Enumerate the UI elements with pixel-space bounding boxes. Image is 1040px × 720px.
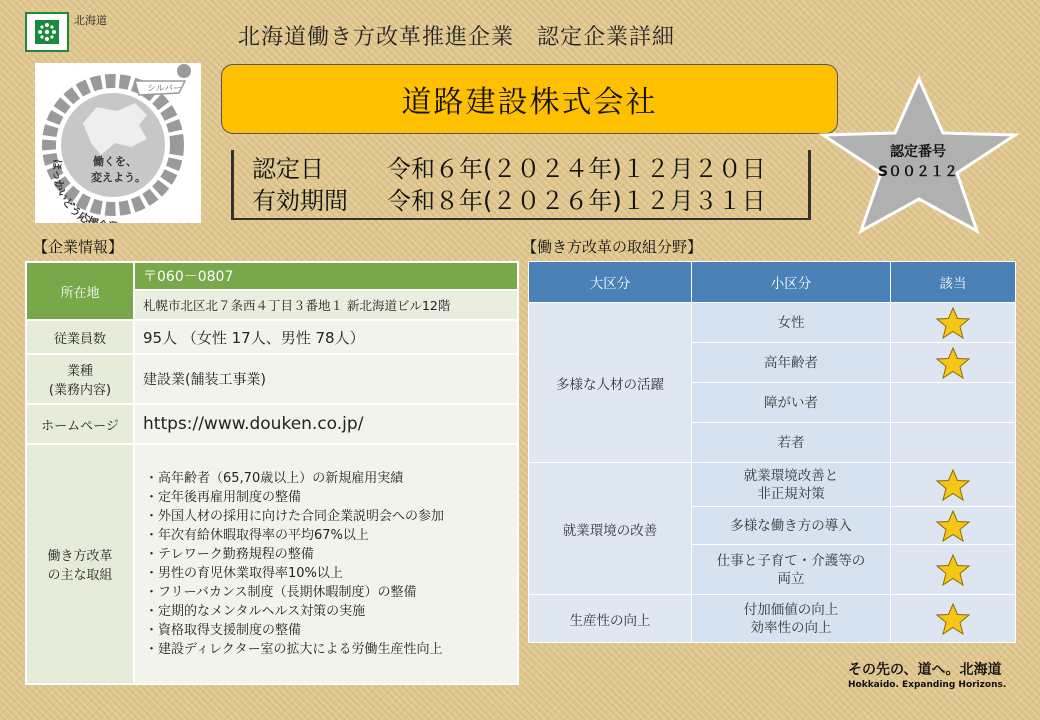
star-icon xyxy=(892,554,1014,586)
applies-cell xyxy=(891,423,1016,463)
initiatives-list xyxy=(145,469,516,659)
subcategory-line: 多様な働き方の導入 xyxy=(730,517,852,534)
category-cell: 多様な人材の活躍 xyxy=(529,303,692,463)
industry-value: 建設業(舗装工事業) xyxy=(134,354,518,404)
star-icon xyxy=(892,307,1014,339)
cert-number-label: 認定番号 xyxy=(890,144,946,160)
subcategory-cell xyxy=(692,423,891,463)
star-icon xyxy=(892,469,1014,501)
industry-label: 業種 (業務内容) xyxy=(26,354,134,404)
homepage-link[interactable]: https://www.douken.co.jp/ xyxy=(134,404,518,444)
subcategory-cell xyxy=(692,383,891,423)
svg-text:変えよう。: 変えよう。 xyxy=(91,171,146,184)
initiative-item: ・高年齢者（65,70歳以上）の新規雇用実績 xyxy=(145,471,404,486)
initiative-row xyxy=(529,303,1016,343)
certification-date-row xyxy=(252,153,808,185)
subcategory-line: 障がい者 xyxy=(764,394,818,411)
subcategory-line: 両立 xyxy=(777,570,805,587)
validity-value: 令和８年(２０２６年)１２月３１日 xyxy=(387,187,766,215)
svg-text:働くを、: 働くを、 xyxy=(93,155,137,168)
star-icon xyxy=(892,603,1014,635)
initiative-item: ・男性の育児休業取得率10%以上 xyxy=(145,566,343,581)
page-title: 北海道働き方改革推進企業 認定企業詳細 xyxy=(238,25,676,50)
initiative-row xyxy=(529,595,1016,643)
employees-label: 従業員数 xyxy=(26,320,134,354)
subcategory-cell xyxy=(692,595,891,643)
applies-cell xyxy=(891,303,1016,343)
subcategory-line: 就業環境改善と xyxy=(743,467,839,484)
initiative-item: ・定期的なメンタルヘルス対策の実施 xyxy=(145,604,366,619)
initiatives-label: 働き方改革 の主な取組 xyxy=(26,444,134,684)
applies-cell xyxy=(891,507,1016,545)
initiative-item: ・テレワーク勤務規程の整備 xyxy=(145,547,314,562)
subcategory-line: 仕事と子育て・介護等の xyxy=(716,552,866,569)
initiatives-heading: 【働き方改革の取組分野】 xyxy=(522,238,703,256)
validity-label: 有効期間 xyxy=(252,187,348,215)
slogan: その先の、道へ。北海道 xyxy=(848,662,1002,678)
flower-icon xyxy=(35,20,59,44)
initiative-item: ・外国人材の採用に向けた合同企業説明会への参加 xyxy=(145,509,445,524)
header-applies: 該当 xyxy=(891,262,1016,303)
svg-text:ほっかいどう応援企業: ほっかいどう応援 xyxy=(50,158,101,223)
company-info-table xyxy=(25,261,519,685)
category-cell: 生産性の向上 xyxy=(529,595,692,643)
subcategory-cell xyxy=(692,343,891,383)
cert-number xyxy=(850,142,986,182)
certification-dates xyxy=(231,150,811,220)
subcategory-cell xyxy=(692,463,891,507)
initiative-item: ・年次有給休暇取得率の平均67%以上 xyxy=(145,528,369,543)
initiatives-table xyxy=(528,261,1016,643)
initiative-item: ・資格取得支援制度の整備 xyxy=(145,623,302,638)
subcategory-line: 若者 xyxy=(777,434,805,451)
company-info-heading: 【企業情報】 xyxy=(33,238,124,256)
applies-cell xyxy=(891,343,1016,383)
initiative-item: ・建設ディレクター室の拡大による労働生産性向上 xyxy=(145,642,443,657)
header-subcategory: 小区分 xyxy=(692,262,891,303)
applies-cell xyxy=(891,545,1016,595)
company-name-box xyxy=(221,64,838,134)
logo-text: 北海道 xyxy=(74,14,107,27)
applies-cell xyxy=(891,595,1016,643)
subcategory-line: 高年齢者 xyxy=(764,354,818,371)
star-icon xyxy=(892,347,1014,379)
company-name: 道路建設株式会社 xyxy=(401,85,658,120)
subcategory-cell xyxy=(692,507,891,545)
homepage-label: ホームページ xyxy=(26,404,134,444)
star-icon xyxy=(892,510,1014,542)
hokkaido-logo xyxy=(25,12,69,52)
cert-number-value: S００２１２ xyxy=(877,164,959,180)
validity-row xyxy=(252,185,808,217)
subcategory-cell xyxy=(692,545,891,595)
initiatives-list-cell xyxy=(134,444,518,684)
applies-cell xyxy=(891,383,1016,423)
subcategory-line: 非正規対策 xyxy=(757,485,825,502)
initiative-row xyxy=(529,463,1016,507)
svg-text:シルバー: シルバー xyxy=(147,84,183,94)
subcategory-line: 効率性の向上 xyxy=(750,619,832,636)
header-category: 大区分 xyxy=(529,262,692,303)
certification-badge xyxy=(35,63,201,223)
subcategory-line: 付加価値の向上 xyxy=(743,601,839,618)
address: 札幌市北区北７条西４丁目３番地１ 新北海道ビル12階 xyxy=(134,290,518,320)
location-label: 所在地 xyxy=(26,262,134,320)
employees-value: 95人 （女性 17人、男性 78人） xyxy=(134,320,518,354)
initiative-item: ・定年後再雇用制度の整備 xyxy=(145,490,302,505)
applies-cell xyxy=(891,463,1016,507)
subcategory-line: 女性 xyxy=(777,314,805,331)
slogan-english: Hokkaido. Expanding Horizons. xyxy=(848,680,1007,690)
subcategory-cell xyxy=(692,303,891,343)
postal-code: 〒060－0807 xyxy=(134,262,518,290)
certification-date-value: 令和６年(２０２４年)１２月２０日 xyxy=(387,155,766,183)
certification-date-label: 認定日 xyxy=(252,155,324,183)
category-cell: 就業環境の改善 xyxy=(529,463,692,595)
initiative-item: ・フリーバカンス制度（長期休暇制度）の整備 xyxy=(145,585,417,600)
